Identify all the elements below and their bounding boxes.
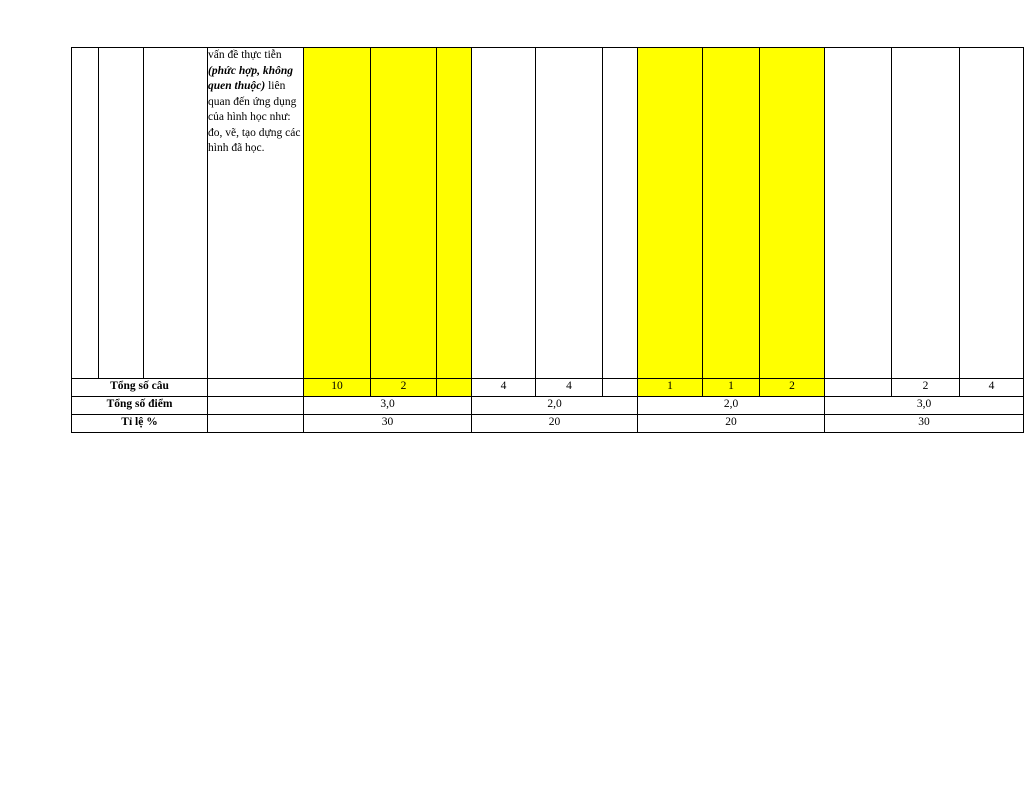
cell-empty-col13 (825, 48, 892, 379)
label-total-points: Tổng số điểm (72, 397, 208, 415)
description-text-part5: hình học như: (226, 111, 291, 124)
value-percentage-4: 30 (825, 415, 1024, 433)
description-text-emph1: (phức (208, 64, 236, 77)
value-total-questions-2: 2 (371, 379, 437, 397)
description-text-part8: đã học. (231, 142, 265, 155)
table-row-total-questions (72, 379, 1024, 397)
value-total-questions-10 (825, 379, 892, 397)
value-total-questions-11: 2 (892, 379, 960, 397)
value-percentage-3: 20 (638, 415, 825, 433)
description-text-part6: đo, vẽ, tạo (208, 126, 256, 139)
cell-blank-pct (208, 415, 304, 433)
cell-highlight-6 (760, 48, 825, 379)
cell-empty-col7 (472, 48, 536, 379)
value-total-questions-4: 4 (472, 379, 536, 397)
cell-blank-tq (208, 379, 304, 397)
description-text-emph3: quen thuộc) (208, 80, 266, 93)
cell-empty-col15 (960, 48, 1024, 379)
cell-empty-col1 (99, 48, 144, 379)
value-total-questions-5: 4 (536, 379, 603, 397)
value-total-points-1: 3,0 (304, 397, 472, 415)
cell-highlight-2 (371, 48, 437, 379)
description-text-part4: ứng dụng của (208, 95, 297, 124)
value-total-points-3: 2,0 (638, 397, 825, 415)
value-total-points-4: 3,0 (825, 397, 1024, 415)
value-total-questions-12: 4 (960, 379, 1024, 397)
assessment-matrix-table (71, 47, 1024, 433)
cell-highlight-5 (703, 48, 760, 379)
value-total-questions-7: 1 (638, 379, 703, 397)
value-total-questions-1: 10 (304, 379, 371, 397)
label-total-questions: Tổng số câu (72, 379, 208, 397)
table-row-total-points (72, 397, 1024, 415)
description-text-part7: dựng các hình (208, 126, 301, 155)
description-text-part1: vấn đề thực (208, 49, 262, 61)
cell-highlight-4 (638, 48, 703, 379)
description-text-emph2: hợp, không (238, 64, 293, 77)
value-percentage-1: 30 (304, 415, 472, 433)
value-total-questions-6 (603, 379, 638, 397)
table-row-percentage (72, 415, 1024, 433)
cell-highlight-3 (437, 48, 472, 379)
cell-empty-col14 (892, 48, 960, 379)
label-percentage: Tỉ lệ % (72, 415, 208, 433)
description-text-part3: liên quan đến (208, 80, 286, 108)
cell-empty-col2 (144, 48, 208, 379)
value-total-questions-9: 2 (760, 379, 825, 397)
value-percentage-2: 20 (472, 415, 638, 433)
cell-empty-col9 (603, 48, 638, 379)
table-row (72, 48, 1024, 379)
cell-empty-col8 (536, 48, 603, 379)
cell-blank-tp (208, 397, 304, 415)
value-total-points-2: 2,0 (472, 397, 638, 415)
value-total-questions-3 (437, 379, 472, 397)
cell-highlight-1 (304, 48, 371, 379)
cell-description (208, 48, 304, 379)
cell-empty-col0 (72, 48, 99, 379)
value-total-questions-8: 1 (703, 379, 760, 397)
description-text-part2: tiễn (264, 49, 282, 61)
